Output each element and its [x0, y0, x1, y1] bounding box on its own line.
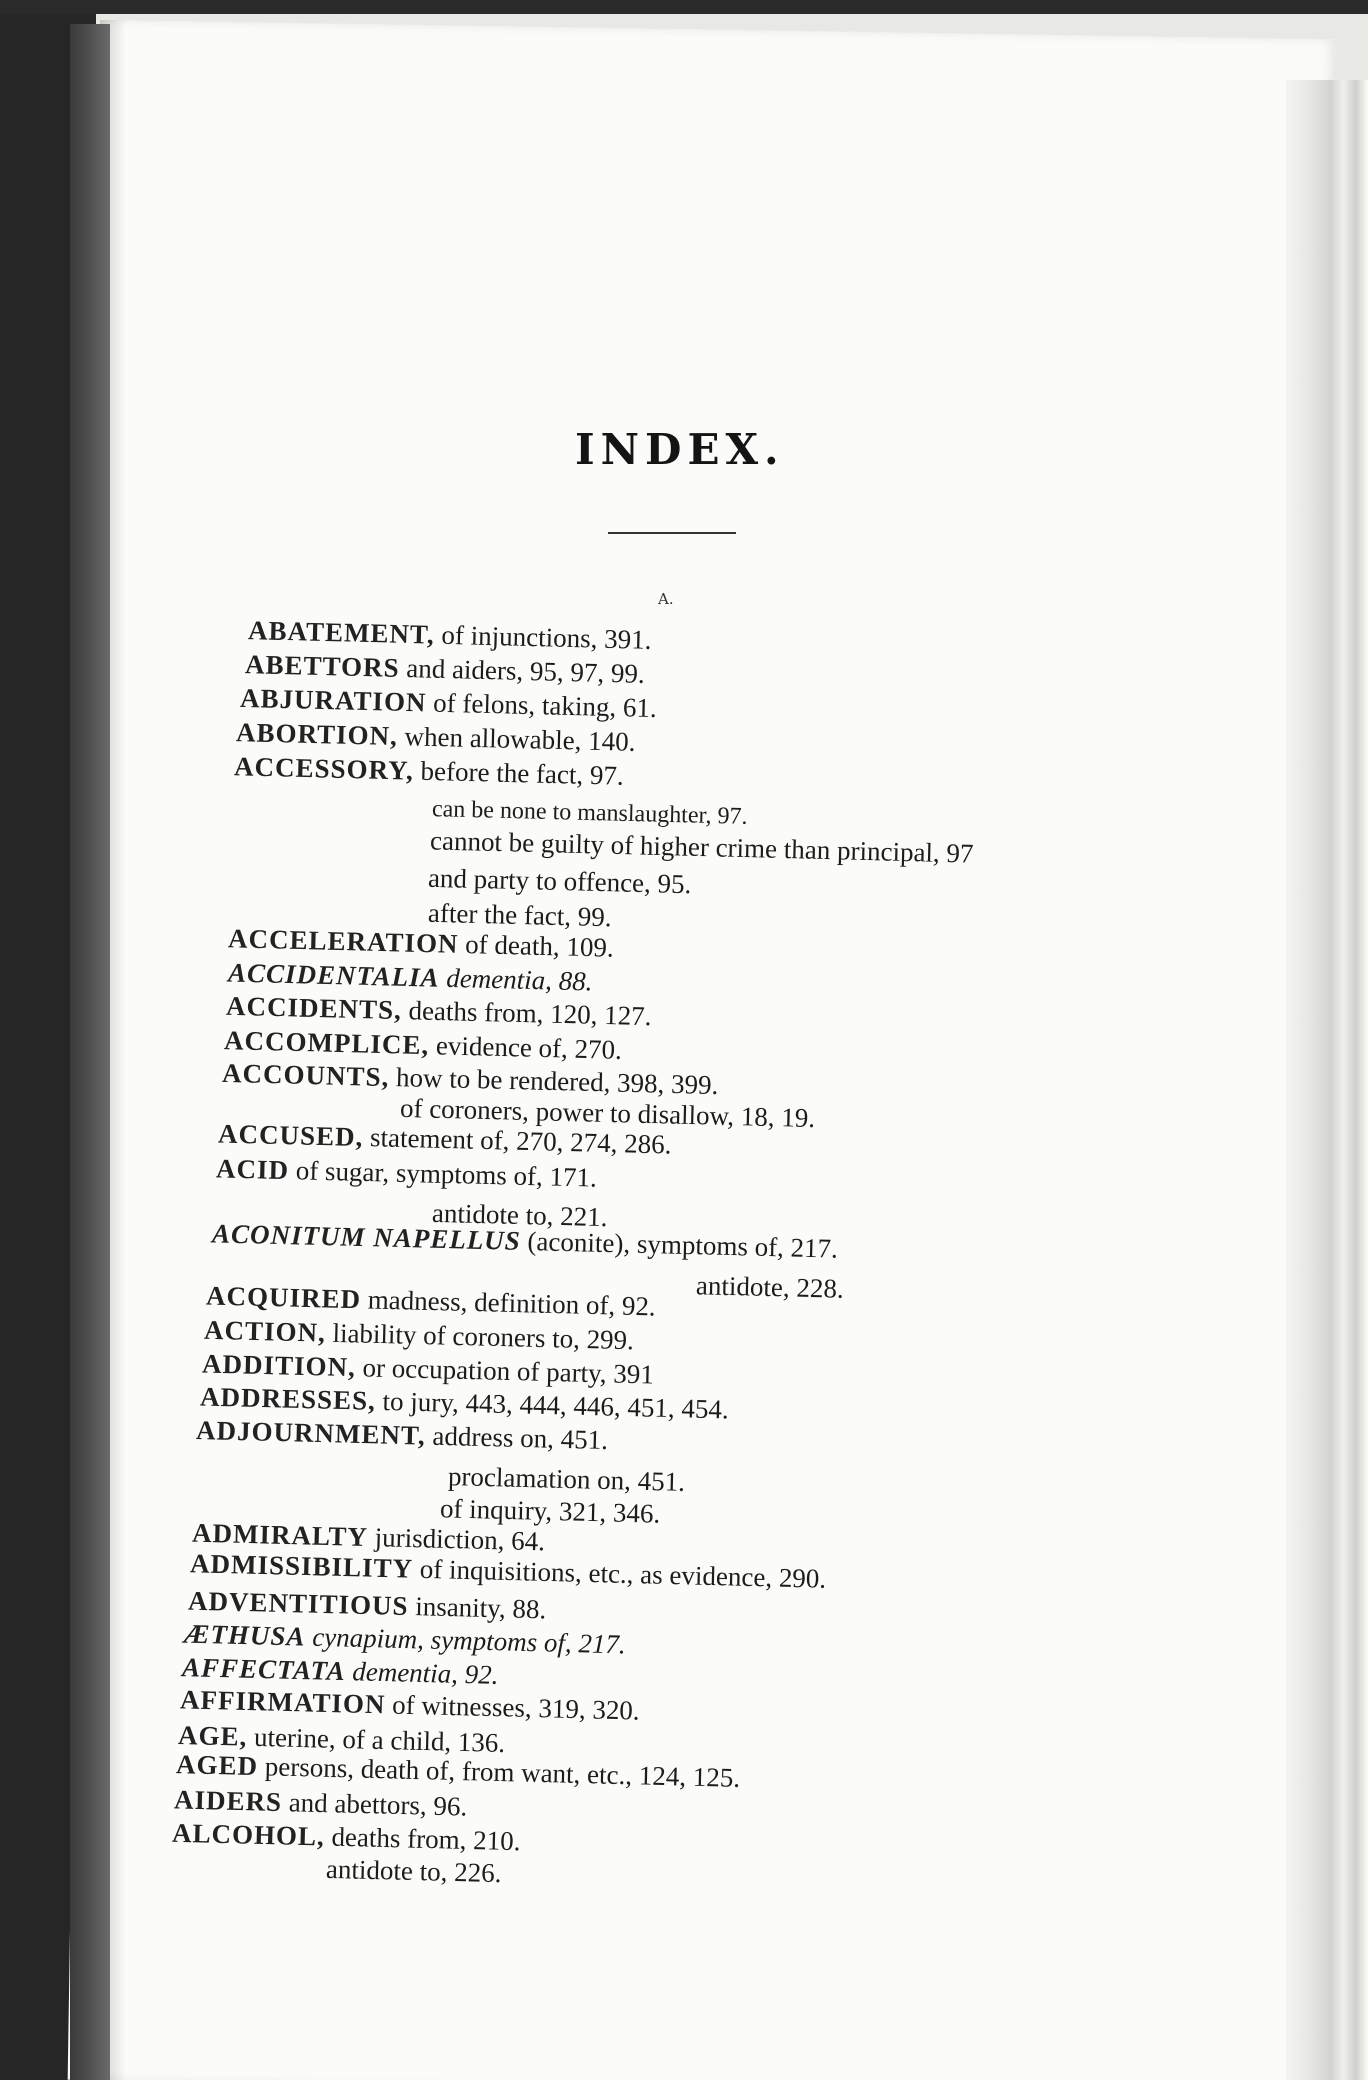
entry-text: (aconite), symptoms of, 217. — [520, 1225, 839, 1264]
entry-text: dementia, 88. — [439, 962, 593, 997]
entry-heading: AGE, — [177, 1720, 248, 1752]
entry-text: dementia, 92. — [345, 1656, 499, 1690]
entry-heading: ADMIRALTY — [191, 1517, 369, 1552]
entry-text: how to be rendered, 398, 399. — [388, 1062, 719, 1101]
index-entry — [428, 863, 692, 899]
entry-heading: ÆTHUSA — [183, 1618, 306, 1652]
entry-heading: ADDRESSES, — [199, 1381, 377, 1416]
entry-heading: ACCESSORY, — [233, 751, 415, 786]
page-title: INDEX. — [575, 425, 785, 474]
entry-text: cannot be guilty of higher crime than principal, 97 — [429, 825, 974, 869]
entry-heading: ACCUSED, — [217, 1118, 364, 1153]
entry-text: or occupation of party, 391 — [355, 1352, 655, 1390]
entry-heading: ALCOHOL, — [171, 1817, 326, 1852]
entry-text: before the fact, 97. — [413, 755, 625, 791]
entry-text: deaths from, 120, 127. — [401, 995, 652, 1032]
entry-text: of inquisitions, etc., as evidence, 290. — [412, 1553, 827, 1594]
entry-text: cynapium, symptoms of, 217. — [305, 1621, 627, 1660]
index-entry — [240, 683, 657, 723]
index-entry — [234, 751, 624, 791]
entry-text: address on, 451. — [425, 1420, 609, 1456]
index-entry — [180, 1684, 640, 1725]
entry-heading: AFFECTATA — [181, 1652, 346, 1687]
index-entry — [212, 1218, 839, 1263]
entry-heading: ACCELERATION — [227, 923, 459, 959]
index-entry — [190, 1548, 827, 1594]
index-entry — [440, 1493, 661, 1528]
entry-text: of coroners, power to disallow, 18, 19. — [399, 1092, 816, 1134]
entry-text: of felons, taking, 61. — [426, 687, 658, 724]
entry-heading: ACCOMPLICE, — [223, 1025, 430, 1061]
entry-heading: AFFIRMATION — [179, 1684, 386, 1720]
entry-heading: ACONITUM NAPELLUS — [211, 1218, 522, 1256]
index-entry — [226, 991, 652, 1031]
index-entry — [228, 958, 593, 997]
entry-text: of witnesses, 319, 320. — [385, 1689, 641, 1726]
entry-text: of inquiry, 321, 346. — [439, 1493, 661, 1529]
entry-text: jurisdiction, 64. — [367, 1521, 546, 1557]
entry-heading: ADMISSIBILITY — [189, 1548, 414, 1584]
entry-heading: AGED — [175, 1749, 259, 1782]
entry-heading: ACCIDENTALIA — [227, 957, 440, 993]
entry-text: and abettors, 96. — [281, 1787, 468, 1822]
entry-text: persons, death of, from want, etc., 124, 125. — [257, 1751, 741, 1793]
entry-text: of death, 109. — [458, 928, 615, 963]
entry-heading: ABJURATION — [239, 682, 427, 718]
entry-text: and party to offence, 95. — [427, 862, 692, 900]
entry-heading: ACQUIRED — [205, 1280, 362, 1315]
entry-heading: AIDERS — [173, 1784, 283, 1818]
entry-text: statement of, 270, 274, 286. — [362, 1122, 672, 1160]
entry-text: deaths from, 210. — [324, 1821, 521, 1857]
entry-heading: ABATEMENT, — [247, 615, 436, 650]
index-entry — [174, 1784, 468, 1821]
entry-text: when allowable, 140. — [397, 721, 636, 757]
entry-text: can be none to manslaughter, 97. — [431, 796, 748, 830]
entry-text: antidote to, 221. — [431, 1197, 608, 1233]
entry-text: proclamation on, 451. — [447, 1461, 686, 1497]
index-entry — [448, 1461, 686, 1497]
entry-heading: ACCIDENTS, — [225, 990, 403, 1026]
entry-text: uterine, of a child, 136. — [246, 1721, 506, 1758]
entry-heading: ABETTORS — [244, 649, 400, 683]
entry-text: of injunctions, 391. — [434, 619, 652, 655]
index-entry — [172, 1818, 521, 1857]
entry-heading: ADDITION, — [201, 1348, 357, 1383]
entry-text: liability of coroners to, 299. — [325, 1317, 635, 1356]
entry-heading: ACID — [215, 1153, 290, 1186]
section-letter: A. — [658, 590, 674, 608]
index-entry — [326, 1854, 502, 1888]
entry-heading: ACTION, — [203, 1314, 327, 1348]
entry-text: madness, definition of, 92. — [360, 1284, 657, 1322]
index-entry — [216, 1153, 598, 1192]
index-entry — [196, 1415, 609, 1455]
entry-text: after the fact, 99. — [427, 897, 612, 933]
entry-text: antidote, 228. — [695, 1270, 845, 1304]
index-entry — [696, 1270, 844, 1304]
entry-text: of sugar, symptoms of, 171. — [288, 1155, 598, 1193]
index-entry — [248, 615, 652, 655]
index-entry — [188, 1586, 547, 1625]
entry-text: and aiders, 95, 97, 99. — [399, 652, 646, 689]
index-entry — [430, 825, 974, 868]
entry-heading: ACCOUNTS, — [221, 1057, 390, 1093]
entry-text: antidote to, 226. — [325, 1853, 502, 1889]
entry-text: insanity, 88. — [408, 1591, 547, 1625]
entry-text: evidence of, 270. — [428, 1030, 623, 1065]
index-entry — [428, 898, 612, 932]
index-entry — [245, 649, 645, 689]
index-entry — [206, 1281, 656, 1322]
index-entry — [236, 717, 636, 757]
index-entry — [182, 1652, 499, 1690]
entry-text: to jury, 443, 444, 446, 451, 454. — [375, 1385, 730, 1425]
entry-heading: ADJOURNMENT, — [195, 1414, 427, 1451]
entry-heading: ADVENTITIOUS — [187, 1585, 409, 1622]
entry-heading: ABORTION, — [235, 717, 399, 752]
